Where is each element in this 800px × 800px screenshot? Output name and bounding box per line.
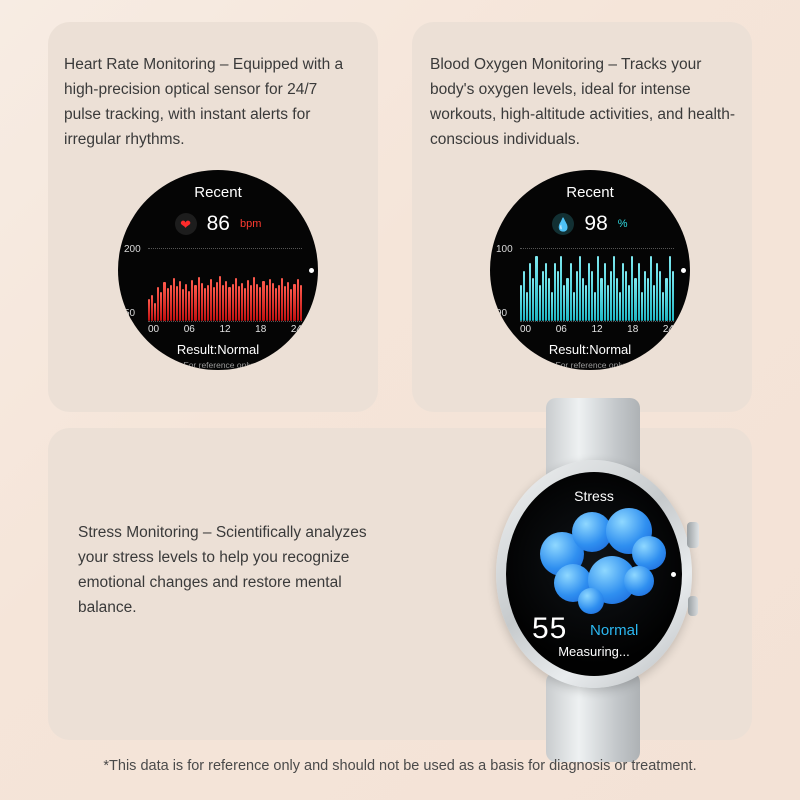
chart-bar: [238, 286, 240, 321]
watch-side-button[interactable]: [688, 596, 698, 616]
blood-oxygen-unit: %: [617, 218, 628, 230]
chart-bar: [167, 288, 169, 321]
heart-rate-watch-dial[interactable]: [118, 170, 318, 370]
chart-bar: [523, 271, 525, 321]
water-drop-icon: 💧: [552, 213, 574, 235]
stress-status-text: Measuring...: [558, 644, 630, 659]
chart-bar: [247, 280, 249, 321]
chart-bar: [157, 287, 159, 321]
page-footnote: *This data is for reference only and should not be used as a basis for diagnosis or treatment.: [103, 758, 697, 774]
chart-bar: [560, 256, 562, 321]
x-tick: 24: [662, 324, 674, 335]
chart-bar: [520, 285, 522, 321]
chart-bar: [219, 276, 221, 321]
chart-bar: [216, 282, 218, 321]
chart-bar: [551, 292, 553, 321]
chart-bar: [585, 285, 587, 321]
heart-rate-x-axis: [148, 324, 302, 335]
chart-bar: [644, 271, 646, 321]
chart-bar: [284, 286, 286, 321]
chart-bar: [222, 285, 224, 321]
chart-bar: [173, 278, 175, 321]
heart-rate-axis-min: 50: [124, 308, 136, 319]
blood-oxygen-axis-min: 90: [496, 308, 508, 319]
chart-bar: [542, 271, 544, 321]
heart-rate-readout: [118, 212, 318, 236]
chart-bar: [600, 278, 602, 321]
chart-bar: [532, 278, 534, 321]
chart-bar: [201, 283, 203, 321]
chart-bar: [631, 256, 633, 321]
blood-oxygen-axis-max: 100: [496, 244, 513, 255]
chart-bar: [597, 256, 599, 321]
chart-bar: [641, 292, 643, 321]
chart-bar: [250, 285, 252, 321]
chart-bar: [160, 292, 162, 321]
stress-description: Stress Monitoring – Scientifically analyzes your stress levels to help you recognize emotional changes and restore mental balance.: [78, 524, 367, 616]
chart-bar: [176, 286, 178, 321]
heart-rate-value: 86: [206, 212, 230, 235]
heart-rate-axis-max: 200: [124, 244, 141, 255]
dial-indicator-dot: [671, 572, 676, 577]
chart-bar: [650, 256, 652, 321]
chart-bar: [272, 283, 274, 321]
chart-bar: [297, 279, 299, 321]
chart-bar: [253, 277, 255, 321]
chart-bar: [557, 271, 559, 321]
stress-bubble: [578, 588, 604, 614]
x-tick: 18: [255, 324, 267, 335]
chart-bar: [653, 285, 655, 321]
chart-bar: [613, 256, 615, 321]
x-tick: 06: [555, 324, 567, 335]
chart-bar: [287, 282, 289, 321]
chart-bar: [300, 285, 302, 321]
chart-bar: [244, 288, 246, 321]
blood-oxygen-result: Result:Normal: [548, 342, 632, 357]
blood-oxygen-readout: [490, 212, 690, 236]
chart-bar: [604, 263, 606, 321]
stress-value: 55: [532, 612, 568, 645]
blood-oxygen-description: Blood Oxygen Monitoring – Tracks your body's oxygen levels, ideal for intense workouts, high-altitude activities, and health-conscious individuals.: [430, 56, 735, 148]
chart-bar: [182, 289, 184, 321]
chart-bar: [607, 285, 609, 321]
chart-bar: [281, 278, 283, 321]
chart-bar: [554, 263, 556, 321]
chart-bar: [545, 263, 547, 321]
x-tick: 00: [520, 324, 532, 335]
stress-state-label: Normal: [590, 622, 639, 639]
chart-bar: [563, 285, 565, 321]
chart-bar: [582, 278, 584, 321]
chart-bar: [625, 271, 627, 321]
chart-bar: [588, 263, 590, 321]
blood-oxygen-bar-chart: [520, 248, 674, 322]
chart-bar: [207, 285, 209, 321]
heart-rate-bar-chart: [148, 248, 302, 322]
chart-bar: [194, 285, 196, 321]
chart-bar: [225, 281, 227, 321]
chart-bar: [669, 256, 671, 321]
chart-bar: [259, 287, 261, 321]
chart-bar: [619, 292, 621, 321]
watch-crown-button[interactable]: [687, 522, 699, 548]
x-tick: 00: [148, 324, 160, 335]
chart-bar: [647, 278, 649, 321]
chart-bar: [570, 263, 572, 321]
chart-bar: [179, 281, 181, 321]
chart-bar: [290, 289, 292, 321]
heart-rate-unit: bpm: [239, 218, 262, 230]
heart-rate-result: Result:Normal: [176, 342, 260, 357]
dial-indicator-dot: [309, 268, 314, 273]
heart-rate-dial-title: Recent: [194, 184, 242, 201]
x-tick: 24: [290, 324, 302, 335]
chart-bar: [213, 287, 215, 321]
chart-bar: [232, 284, 234, 321]
chart-bar: [148, 299, 150, 321]
stress-card: [48, 428, 752, 740]
x-tick: 12: [219, 324, 231, 335]
chart-bar: [170, 285, 172, 321]
x-tick: 06: [183, 324, 195, 335]
chart-bar: [529, 263, 531, 321]
chart-bar: [204, 288, 206, 321]
chart-bar: [154, 303, 156, 321]
chart-bar: [185, 284, 187, 321]
chart-bar: [610, 271, 612, 321]
stress-watch-dial[interactable]: [506, 472, 682, 676]
chart-bar: [163, 282, 165, 321]
chart-bar: [278, 285, 280, 321]
blood-oxygen-dial-footnote: For reference only: [555, 360, 625, 370]
chart-bar: [638, 263, 640, 321]
blood-oxygen-watch-dial[interactable]: [490, 170, 690, 370]
chart-bar: [293, 284, 295, 321]
chart-bar: [573, 292, 575, 321]
x-tick: 18: [627, 324, 639, 335]
chart-bar: [548, 278, 550, 321]
chart-bar: [151, 295, 153, 321]
chart-bar: [198, 277, 200, 321]
stress-bubble: [624, 566, 654, 596]
heart-icon: ❤: [175, 213, 197, 235]
chart-bar: [269, 279, 271, 321]
heart-rate-dial-footnote: For reference only: [183, 360, 253, 370]
x-tick: 12: [591, 324, 603, 335]
chart-bar: [634, 278, 636, 321]
chart-bar: [566, 278, 568, 321]
chart-bar: [659, 271, 661, 321]
chart-bar: [535, 256, 537, 321]
chart-bar: [275, 288, 277, 321]
chart-bar: [539, 285, 541, 321]
stress-dial-title: Stress: [574, 488, 614, 504]
blood-oxygen-card: [412, 22, 752, 412]
chart-bar: [594, 292, 596, 321]
chart-bar: [241, 283, 243, 321]
chart-bar: [656, 263, 658, 321]
chart-bar: [191, 280, 193, 321]
chart-bar: [672, 271, 674, 321]
chart-bar: [628, 285, 630, 321]
chart-bar: [591, 271, 593, 321]
heart-rate-card: [48, 22, 378, 412]
chart-bar: [579, 256, 581, 321]
blood-oxygen-value: 98: [584, 212, 608, 235]
chart-bar: [235, 278, 237, 321]
heart-rate-description: Heart Rate Monitoring – Equipped with a high-precision optical sensor for 24/7 pulse tracking, with instant alerts for irregular rhythms.: [64, 56, 344, 148]
chart-bar: [526, 292, 528, 321]
watch-body: [496, 460, 692, 688]
chart-bar: [576, 271, 578, 321]
chart-bar: [256, 284, 258, 321]
blood-oxygen-x-axis: [520, 324, 674, 335]
stress-bubble: [632, 536, 666, 570]
chart-bar: [662, 292, 664, 321]
chart-bar: [616, 278, 618, 321]
chart-bar: [622, 263, 624, 321]
chart-bar: [210, 279, 212, 321]
chart-bar: [266, 285, 268, 321]
chart-bar: [228, 287, 230, 321]
chart-bar: [665, 278, 667, 321]
dial-indicator-dot: [681, 268, 686, 273]
chart-bar: [262, 281, 264, 321]
blood-oxygen-dial-title: Recent: [566, 184, 614, 201]
stress-bubble-graphic: [506, 508, 682, 612]
chart-bar: [188, 291, 190, 321]
stress-watch: [468, 420, 718, 740]
